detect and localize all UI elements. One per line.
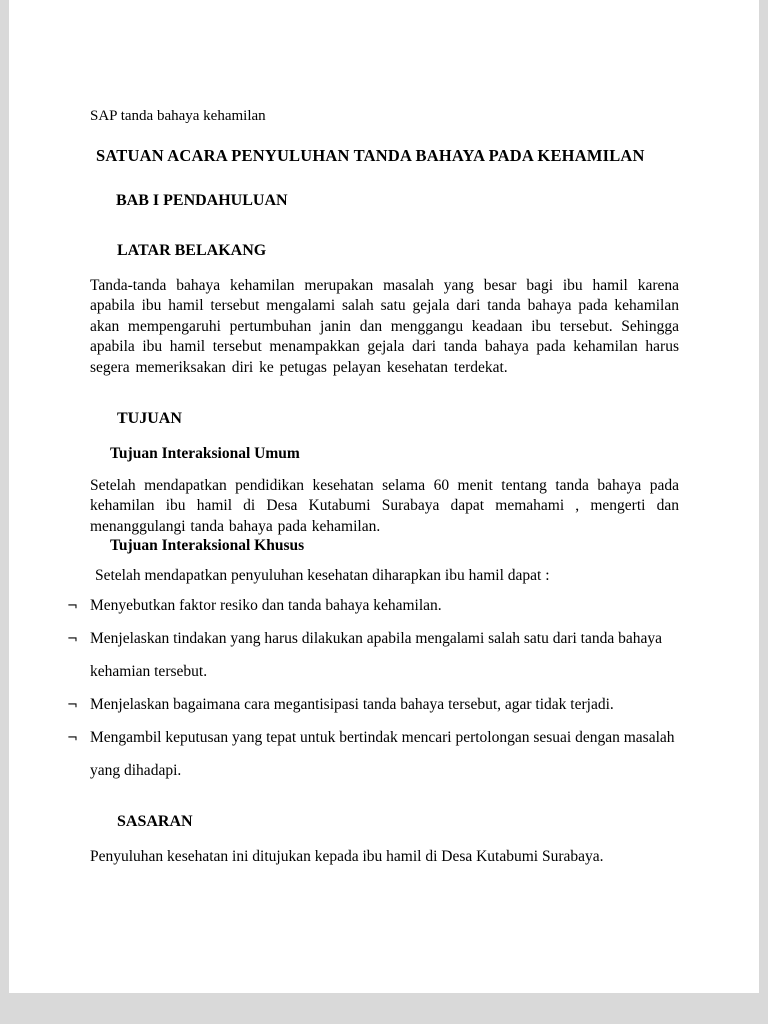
list-item [67, 589, 679, 622]
bullet-icon: ¬ [67, 632, 78, 648]
latar-belakang-paragraph: Tanda-tanda bahaya kehamilan merupakan masalah yang besar bagi ibu hamil karena apabila ibu hamil tersebut mengalami salah satu gejala dari tanda bahaya pada kehamilan akan mempengaruhi pertumbuhan janin dan menggangu keadaan ibu tersebut. Sehingga apabila ibu hamil tersebut menampakkan gejala dari tanda bahaya pada kehamilan harus segera memeriksakan diri ke petugas pelayan kesehatan terdekat. [90, 277, 679, 376]
list-item-text: Menjelaskan tindakan yang harus dilakukan apabila mengalami salah satu dari tanda bahaya kehamian tersebut. [90, 630, 663, 681]
bullet-icon: ¬ [67, 599, 78, 615]
tiu-heading: Tujuan Interaksional Umum [110, 445, 300, 463]
list-item-text: Menyebutkan faktor resiko dan tanda bahaya kehamilan. [90, 597, 442, 615]
tik-intro-line: Setelah mendapatkan penyuluhan kesehatan diharapkan ibu hamil dapat : [95, 567, 550, 585]
latar-belakang-heading: LATAR BELAKANG [117, 242, 267, 259]
doc-title: SATUAN ACARA PENYULUHAN TANDA BAHAYA PADA KEHAMILAN [96, 146, 645, 165]
list-item [67, 721, 679, 787]
list-item [67, 688, 679, 721]
sasaran-paragraph: Penyuluhan kesehatan ini ditujukan kepada ibu hamil di Desa Kutabumi Surabaya. [90, 848, 604, 866]
tiu-paragraph: Setelah mendapatkan pendidikan kesehatan selama 60 menit tentang tanda bahaya pada kehamilan ibu hamil di Desa Kutabumi Surabaya dapat memahami , mengerti dan menanggulangi tanda bahaya pada kehamilan. [90, 477, 679, 535]
sasaran-heading: SASARAN [117, 813, 193, 831]
list-item-text: Mengambil keputusan yang tepat untuk bertindak mencari pertolongan sesuai dengan masalah yang dihadapi. [90, 729, 675, 780]
tujuan-heading: TUJUAN [117, 410, 182, 428]
doc-tag: SAP tanda bahaya kehamilan [90, 108, 266, 124]
tik-heading: Tujuan Interaksional Khusus [110, 537, 305, 555]
list-item [67, 622, 679, 688]
bullet-icon: ¬ [67, 698, 78, 714]
tik-bullet-list [67, 589, 679, 787]
bullet-icon: ¬ [67, 731, 78, 747]
list-item-text: Menjelaskan bagaimana cara megantisipasi tanda bahaya tersebut, agar tidak terjadi. [90, 696, 614, 714]
bab-heading: BAB I PENDAHULUAN [116, 192, 288, 209]
document-page [9, 0, 759, 993]
